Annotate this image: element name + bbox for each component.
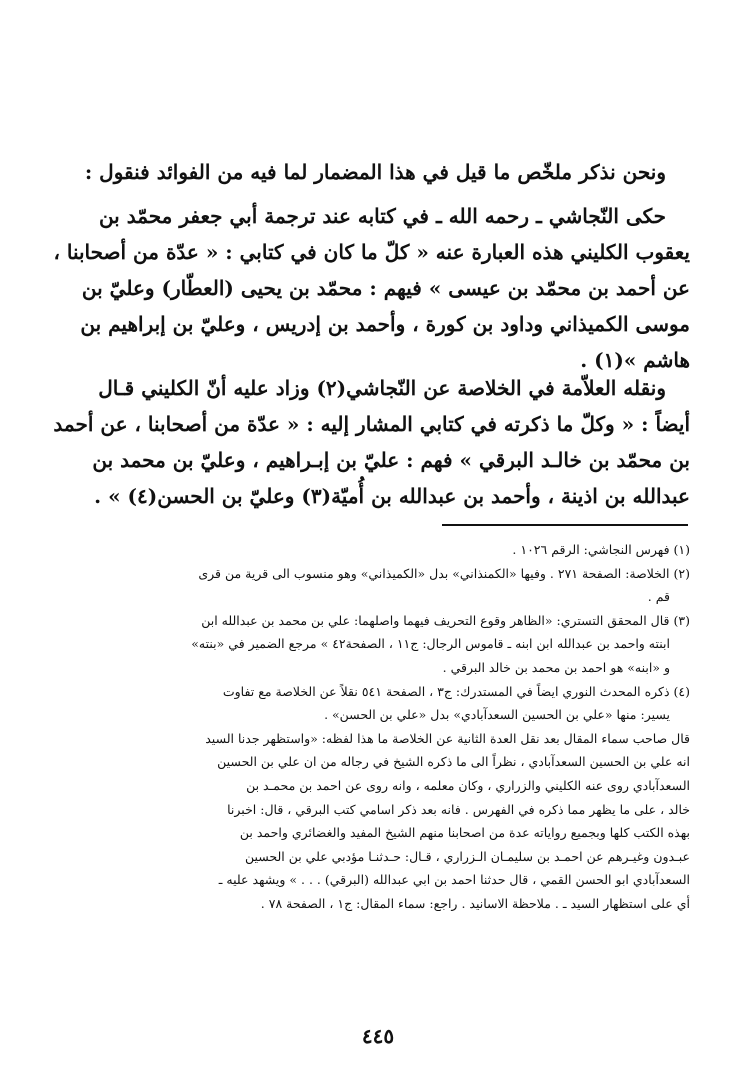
paragraph-2-line: بن محمّد بن خالـد البرقي » فهم : عليّ بن إبـراهيم ، وعليّ بن محمد بن (92, 448, 690, 472)
footnote-4-continuation: خالد ، على ما يظهر مما ذكره في الفهرس . فانه بعد ذكر اسامي كتب البرقي ، قال: اخبرنا (227, 801, 690, 817)
footnote-4-continuation: السعدآبادي روى عنه الكليني والزراري ، وكان معلمه ، وانه روى عن احمد بن محمـد بن (246, 777, 690, 793)
paragraph-1-line: عن أحمد بن محمّد بن عيسى » فيهم : محمّد بن يحيى (العطّار) وعليّ بن (81, 276, 690, 300)
footnote-4-continuation: أي على استظهار السيد ـ . ملاحظة الاسانيد . راجع: سماء المقال: ج١ ، الصفحة ٧٨ . (260, 895, 690, 911)
footnote-4-continuation: عبـدون وغيـرهم عن احمـد بن سليمـان الـزراري ، قـال: حـدثنـا مؤدبي علي بن الحسين (244, 848, 690, 864)
paragraph-1 (53, 198, 690, 378)
footnote-2: (٢) الخلاصة: الصفحة ٢٧١ . وفيها «الكمنذاني» بدل «الكميذاني» وهو منسوب الى قرية من قرى (198, 565, 690, 581)
footnote-3: (٣) قال المحقق التستري: «الظاهر وقوع التحريف فيهما واصلهما: علي بن محمد بن عبدالله ابن (201, 612, 690, 628)
footnote-divider (442, 524, 688, 526)
paragraph-2-line: ونقله العلاّمة في الخلاصة عن النّجاشي(٢) وزاد عليه أنّ الكليني قـال (98, 376, 666, 400)
footnote-4-continuation: السعدآبادي ابو الحسن القمي ، قال حدثنا احمد بن ابي عبدالله (البرقي) . . . » ويشهد عليه ـ (218, 872, 690, 888)
footnote-4-continuation: يسير: منها «علي بن الحسين السعدآبادي» بدل «علي بن الحسن» . (324, 707, 670, 723)
paragraph-1-line: يعقوب الكليني هذه العبارة عنه « كلّ ما كان في كتابي : « عدّة من أصحابنا ، (53, 240, 690, 264)
paragraph-2 (53, 370, 690, 514)
footnotes (100, 538, 690, 916)
footnote-2-continuation: قم . (647, 589, 670, 605)
intro-line: ونحن نذكر ملخّص ما قيل في هذا المضمار لما فيه من الفوائد فنقول : (84, 160, 666, 184)
paragraph-1-line: هاشم »(١) . (580, 348, 690, 372)
paragraph-2-line: أيضاً : « وكلّ ما ذكرته في كتابي المشار إليه : « عدّة من أصحابنا ، عن أحمد (53, 412, 690, 436)
paragraph-1-line: حكى النّجاشي ـ رحمه الله ـ في كتابه عند ترجمة أبي جعفر محمّد بن (98, 204, 666, 228)
main-text (84, 154, 690, 190)
footnote-4-continuation: قال صاحب سماء المقال بعد نقل العدة الثانية عن الخلاصة ما هذا لفظه: «واستظهر جدنا السيد (205, 730, 690, 746)
paragraph-1-line: موسى الكميذاني وداود بن كورة ، وأحمد بن إدريس ، وعليّ بن إبراهيم بن (80, 312, 690, 336)
paragraph-2-line: عبدالله بن اذينة ، وأحمد بن عبدالله بن أُميّة(٣) وعليّ بن الحسن(٤) » . (94, 484, 690, 508)
page-number: ٤٤٥ (361, 1024, 395, 1048)
footnote-3-continuation: و «ابنه» هو احمد بن محمد بن خالد البرقي . (442, 659, 670, 675)
footnote-4: (٤) ذكره المحدث النوري ايضاً في المستدرك: ج٣ ، الصفحة ٥٤١ نقلاً عن الخلاصة مع تفاوت (222, 683, 690, 699)
footnote-3-continuation: ابنته واحمد بن عبدالله ابن ابنه ـ قاموس الرجال: ج١١ ، الصفحة٤٢ » مرجع الضمير في «بنته» (191, 636, 670, 652)
footnote-1: (١) فهرس النجاشي: الرقم ١٠٢٦ . (512, 542, 690, 557)
footnote-4-continuation: بهذه الكتب كلها وبجميع رواياته عدة من اصحابنا منهم الشيخ المفيد والغضائري واحمد بن (239, 825, 690, 841)
footnote-4-continuation: انه علي بن الحسين السعدآبادي ، نظراً الى ما ذكره الشيخ في رجاله من ان علي بن الحسين (217, 754, 690, 770)
